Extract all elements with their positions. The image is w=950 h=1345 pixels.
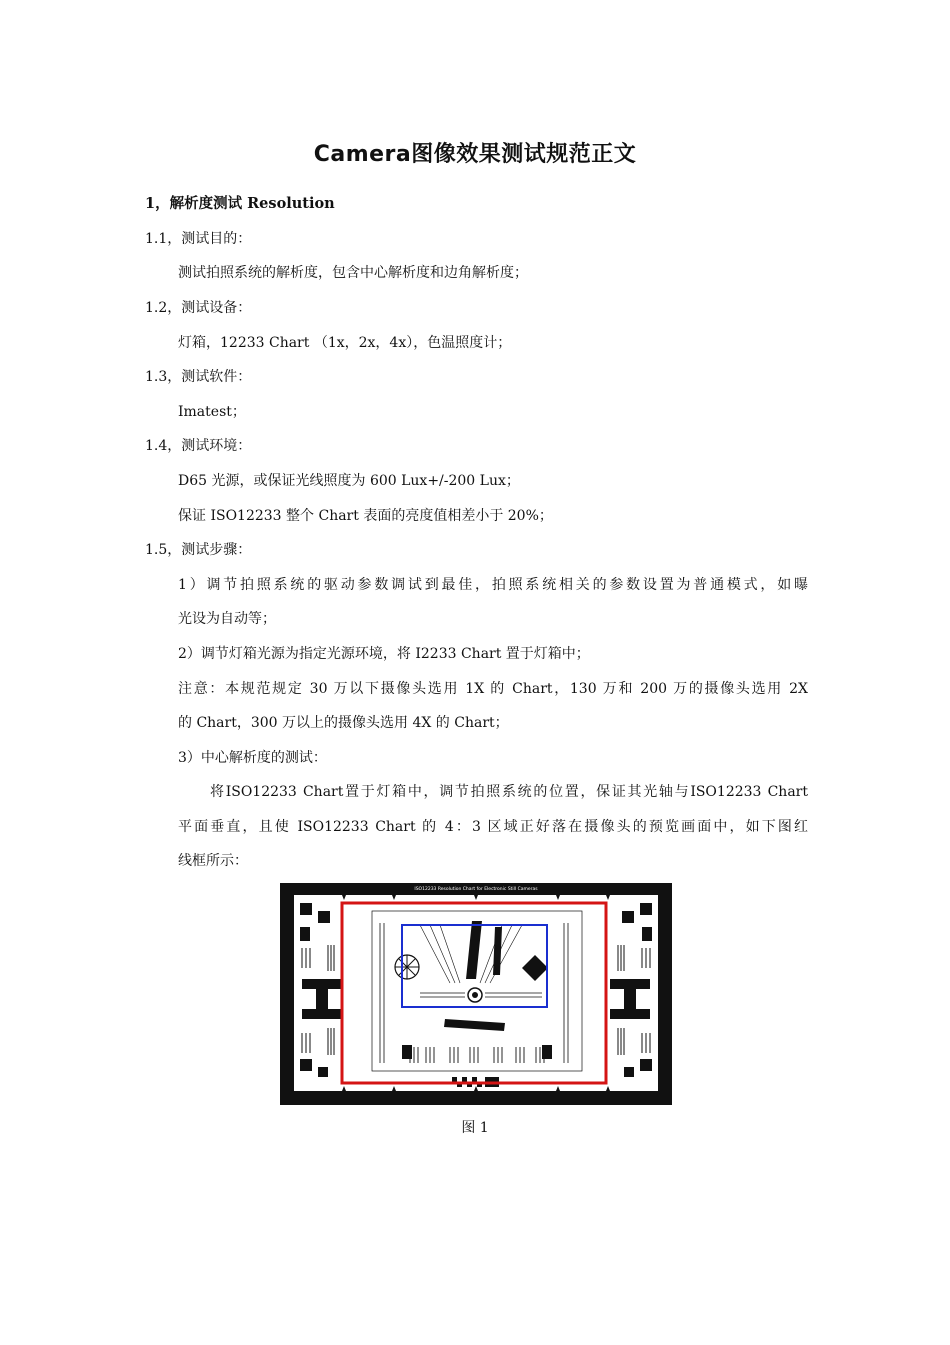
page-title: Camera图像效果测试规范正文 (313, 142, 637, 167)
paragraph-environment-uniformity: 保证 ISO12233 整个 Chart 表面的亮度值相差小于 20%； (178, 508, 553, 524)
step1-line2: 光设为自动等； (178, 611, 276, 627)
paragraph-purpose: 测试拍照系统的解析度，包含中心解析度和边角解析度； (178, 265, 528, 281)
note-line2: 的 Chart，300 万以上的摄像头选用 4X 的 Chart； (178, 715, 509, 731)
section-heading-resolution: 1，解析度测试 Resolution (145, 195, 335, 212)
step3-para-line1: 将ISO12233 Chart置于灯箱中，调节拍照系统的位置，保证其光轴与ISO12233 Chart (210, 784, 808, 800)
subsection-heading-environment: 1.4，测试环境： (145, 438, 252, 454)
figure-header-text: ISO12233 Resolution Chart for Electronic Still Cameras (414, 887, 538, 892)
figure-caption: 图 1 (461, 1120, 489, 1136)
step2: 2）调节灯箱光源为指定光源环境，将 I2233 Chart 置于灯箱中； (178, 646, 590, 662)
subsection-heading-software: 1.3，测试软件： (145, 369, 252, 385)
subsection-heading-equipment: 1.2，测试设备： (145, 300, 252, 316)
iso12233-chart-figure (280, 883, 672, 1105)
iso12233-chart-image (280, 883, 672, 1105)
paragraph-equipment: 灯箱，12233 Chart （1x，2x，4x），色温照度计； (178, 335, 512, 351)
paragraph-environment-light: D65 光源，或保证光线照度为 600 Lux+/-200 Lux； (178, 473, 520, 489)
step3-para-line3: 线框所示： (178, 853, 248, 869)
step3-para-line2: 平面垂直，且使 ISO12233 Chart 的 4：3 区域正好落在摄像头的预览画面中，如下图红 (178, 819, 808, 835)
subsection-heading-steps: 1.5，测试步骤： (145, 542, 252, 558)
step1-line1: 1）调节拍照系统的驱动参数调试到最佳，拍照系统相关的参数设置为普通模式，如曝 (178, 577, 808, 593)
note-line1: 注意：本规范规定 30 万以下摄像头选用 1X 的 Chart，130 万和 200 万的摄像头选用 2X (178, 681, 808, 697)
paragraph-software: Imatest； (178, 404, 246, 420)
step3-heading: 3）中心解析度的测试： (178, 750, 327, 766)
subsection-heading-purpose: 1.1，测试目的： (145, 231, 252, 247)
